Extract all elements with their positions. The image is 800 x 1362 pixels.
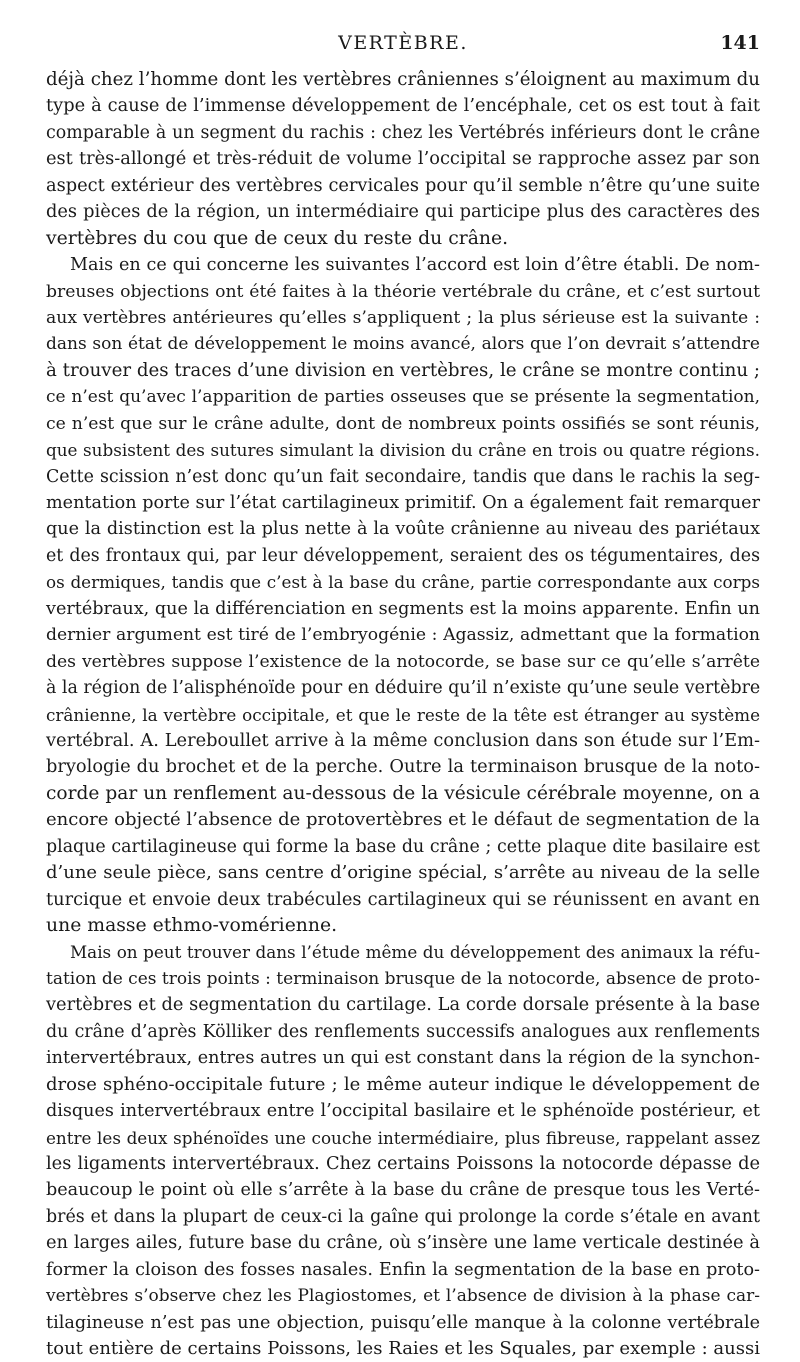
- text-line: comparable à un segment du rachis : chez les Vertébrés inférieurs dont le crâne: [46, 122, 760, 143]
- text-line: entre les deux sphénoïdes une couche intermédiaire, plus fibreuse, rappelant assez: [46, 1127, 760, 1148]
- text-line: disques intervertébraux entre l’occipital basilaire et le sphénoïde postérieur, et: [46, 1101, 760, 1122]
- text-line: corde par un renflement au-dessous de la vésicule cérébrale moyenne, on a: [46, 782, 760, 804]
- text-line: tation de ces trois points : terminaison brusque de la notocorde, absence de proto-: [46, 968, 760, 989]
- text-line: vertèbres du cou que de ceux du reste du crâne.: [46, 227, 509, 249]
- text-line: ce n’est qu’avec l’apparition de parties osseuses que se présente la segmentation,: [46, 387, 760, 408]
- text-line: encore objecté l’absence de protovertèbres et le défaut de segmentation de la: [46, 809, 761, 831]
- text-line: type à cause de l’immense développement de l’encéphale, cet os est tout à fait: [46, 95, 760, 117]
- text-line: aspect extérieur des vertèbres cervicales pour qu’il semble n’être qu’une suite: [46, 174, 760, 196]
- text-line: Cette scission n’est donc qu’un fait secondaire, tandis que dans le rachis la seg-: [46, 466, 760, 487]
- text-line: que subsistent des sutures simulant la division du crâne en trois ou quatre régions.: [46, 440, 760, 461]
- text-line: dernier argument est tiré de l’embryogénie : Agassiz, admettant que la formation: [46, 625, 760, 646]
- text-line: vertébral. A. Lereboullet arrive à la même conclusion dans son étude sur l’Em-: [46, 729, 760, 751]
- text-line: bryologie du brochet et de la perche. Outre la terminaison brusque de la noto-: [46, 756, 760, 778]
- text-line: crânienne, la vertèbre occipitale, et que le reste de la tête est étranger au système: [46, 704, 760, 725]
- text-line: à trouver des traces d’une division en vertèbres, le crâne se montre continu ;: [46, 359, 760, 381]
- text-line: drose sphéno-occipitale future ; le même auteur indique le développement de: [46, 1073, 760, 1095]
- text-line: breuses objections ont été faites à la théorie vertébrale du crâne, et c’est surtout: [46, 281, 760, 302]
- text-line: vertébraux, que la différenciation en segments est la moins apparente. Enfin un: [46, 598, 760, 619]
- text-line: Mais en ce qui concerne les suivantes l’accord est loin d’être établi. De nom-: [70, 255, 760, 276]
- text-line: en larges ailes, future base du crâne, où s’insère une lame verticale destinée à: [46, 1232, 760, 1254]
- text-line: déjà chez l’homme dont les vertèbres crâniennes s’éloignent au maximum du: [46, 69, 760, 90]
- text-line: d’une seule pièce, sans centre d’origine spécial, s’arrête au niveau de la selle: [46, 862, 760, 884]
- running-title: VERTÈBRE.: [338, 32, 468, 54]
- text-line: du crâne d’après Kölliker des renflements successifs analogues aux renflements: [46, 1021, 760, 1042]
- text-line: os dermiques, tandis que c’est à la base du crâne, partie correspondante aux corps: [46, 572, 760, 593]
- text-line: des vertèbres suppose l’existence de la notocorde, se base sur ce qu’elle s’arrête: [46, 651, 760, 672]
- text-line: tilagineuse n’est pas une objection, puisqu’elle manque à la colonne vertébrale: [46, 1312, 760, 1333]
- text-line: vertèbres s’observe chez les Plagiostomes, et l’absence de division à la phase car-: [46, 1286, 760, 1307]
- text-line: est très-allongé et très-réduit de volume l’occipital se rapproche assez par son: [46, 148, 760, 170]
- text-line: que la distinction est la plus nette à la voûte crânienne au niveau des pariétaux: [46, 519, 760, 540]
- text-line: une masse ethmo-vomérienne.: [46, 915, 338, 936]
- text-line: Mais on peut trouver dans l’étude même du développement des animaux la réfu-: [70, 942, 760, 963]
- text-line: ce n’est que sur le crâne adulte, dont de nombreux points ossifiés se sont réunis,: [46, 413, 760, 434]
- page-header: [46, 30, 760, 60]
- text-line: vertèbres et de segmentation du cartilage. La corde dorsale présente à la base: [46, 994, 760, 1016]
- page-number: 141: [720, 32, 760, 54]
- text-line: turcique et envoie deux trabécules cartilagineux qui se réunissent en avant en: [46, 888, 760, 910]
- text-line: les ligaments intervertébraux. Chez certains Poissons la notocorde dépasse de: [46, 1152, 760, 1174]
- text-line: plaque cartilagineuse qui forme la base du crâne ; cette plaque dite basilaire est: [46, 836, 760, 857]
- text-line: des pièces de la région, un intermédiaire qui participe plus des caractères des: [46, 201, 760, 223]
- text-line: tout entière de certains Poissons, les Raies et les Squales, par exemple : aussi: [46, 1338, 760, 1359]
- text-line: former la cloison des fosses nasales. Enfin la segmentation de la base en proto-: [46, 1259, 760, 1280]
- text-line: intervertébraux, entres autres un qui est constant dans la région de la synchon-: [46, 1048, 760, 1069]
- text-line: dans son état de développement le moins avancé, alors que l’on devrait s’attendre: [46, 334, 760, 355]
- text-line: beaucoup le point où elle s’arrête à la base du crâne de presque tous les Verté-: [46, 1180, 760, 1201]
- text-line: aux vertèbres antérieures qu’elles s’appliquent ; la plus sérieuse est la suivante :: [46, 307, 760, 328]
- text-line: mentation porte sur l’état cartilagineux primitif. On a également fait remarquer: [46, 493, 761, 513]
- text-line: brés et dans la plupart de ceux-ci la gaîne qui prolonge la corde s’étale en avant: [46, 1206, 760, 1227]
- text-line: et des frontaux qui, par leur développement, seraient des os tégumentaires, des: [46, 545, 760, 566]
- text-line: à la région de l’alisphénoïde pour en déduire qu’il n’existe qu’une seule vertèbre: [46, 678, 761, 699]
- body-text: [46, 67, 760, 1362]
